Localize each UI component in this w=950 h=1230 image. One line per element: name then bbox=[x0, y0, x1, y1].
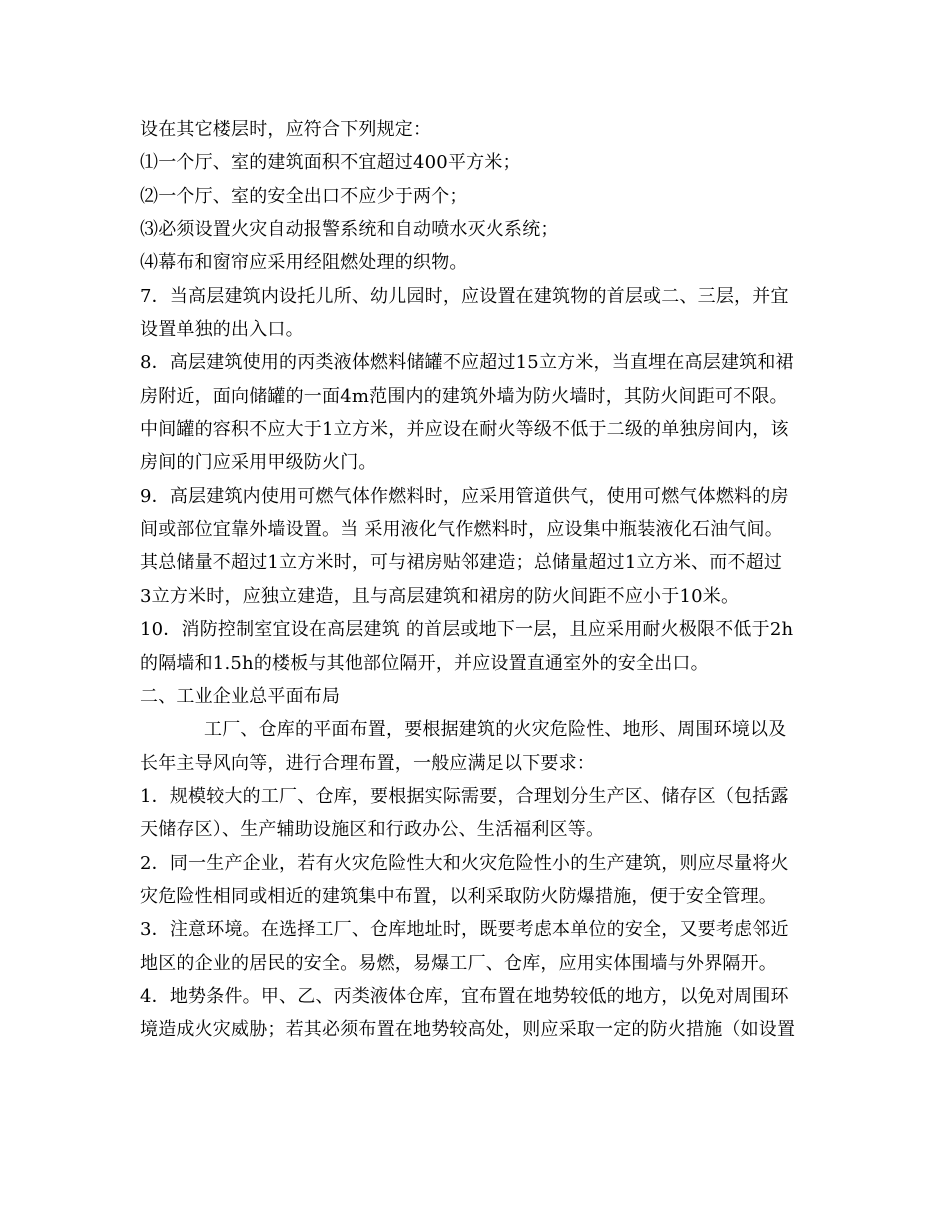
text-line: 3．注意环境。在选择工厂、仓库地址时，既要考虑本单位的安全，又要考虑邻近 bbox=[140, 919, 789, 941]
text-line: 灾危险性相同或相近的建筑集中布置，以利采取防火防爆措施，便于安全管理。 bbox=[140, 885, 777, 907]
text-line: 长年主导风向等，进行合理布置，一般应满足以下要求： bbox=[140, 752, 595, 774]
text-line: 间或部位宜靠外墙设置。当 采用液化气作燃料时，应设集中瓶装液化石油气间。 bbox=[140, 519, 783, 541]
body-text bbox=[140, 113, 820, 1047]
text-line: ⑷幕布和窗帘应采用经阻燃处理的织物。 bbox=[140, 252, 468, 274]
text-line: 中间罐的容积不应大于1立方米，并应设在耐火等级不低于二级的单独房间内，该 bbox=[140, 419, 789, 441]
text-line: 4．地势条件。甲、乙、丙类液体仓库，宜布置在地势较低的地方，以免对周围环 bbox=[140, 985, 789, 1007]
text-line: 7．当高层建筑内设托儿所、幼儿园时，应设置在建筑物的首层或二、三层，并宜 bbox=[140, 285, 789, 307]
text-line: 其总储量不超过1立方米时，可与裙房贴邻建造；总储量超过1立方米、而不超过 bbox=[140, 552, 783, 574]
text-line: 3立方米时，应独立建造，且与高层建筑和裙房的防火间距不应小于10米。 bbox=[140, 585, 740, 607]
text-line: 境造成火灾威胁；若其必须布置在地势较高处，则应采取一定的防火措施（如设置 bbox=[140, 1019, 796, 1041]
text-line: ⑶必须设置火灾自动报警系统和自动喷水灭火系统； bbox=[140, 219, 559, 241]
text-line: 工厂、仓库的平面布置，要根据建筑的火灾危险性、地形、周围环境以及 bbox=[204, 719, 787, 741]
text-line: 地区的企业的居民的安全。易燃，易爆工厂、仓库，应用实体围墙与外界隔开。 bbox=[140, 952, 777, 974]
text-line: 8．高层建筑使用的丙类液体燃料储罐不应超过15立方米，当直埋在高层建筑和裙 bbox=[140, 352, 794, 374]
text-line: 1．规模较大的工厂、仓库，要根据实际需要，合理划分生产区、储存区（包括露 bbox=[140, 785, 789, 807]
text-line: 2．同一生产企业，若有火灾危险性大和火灾危险性小的生产建筑，则应尽量将火 bbox=[140, 852, 789, 874]
text-line: 的隔墙和1.5h的楼板与其他部位隔开，并应设置直通室外的安全出口。 bbox=[140, 652, 709, 674]
text-line: 房附近，面向储罐的一面4m范围内的建筑外墙为防火墙时，其防火间距可不限。 bbox=[140, 385, 788, 407]
text-line: 9．高层建筑内使用可燃气体作燃料时，应采用管道供气，使用可燃气体燃料的房 bbox=[140, 485, 789, 507]
text-line: 房间的门应采用甲级防火门。 bbox=[140, 452, 377, 474]
text-line: 设在其它楼层时，应符合下列规定： bbox=[140, 119, 432, 140]
text-line: 设置单独的出入口。 bbox=[140, 319, 304, 341]
text-line: 天储存区）、生产辅助设施区和行政办公、生活福利区等。 bbox=[140, 819, 605, 841]
text-line: ⑵一个厅、室的安全出口不应少于两个； bbox=[140, 185, 468, 207]
text-line: 10．消防控制室宜设在高层建筑 的首层或地下一层，且应采用耐火极限不低于2h bbox=[140, 619, 794, 641]
text-line: 二、工业企业总平面布局 bbox=[140, 685, 341, 707]
text-line: ⑴一个厅、室的建筑面积不宜超过400平方米； bbox=[140, 152, 521, 174]
